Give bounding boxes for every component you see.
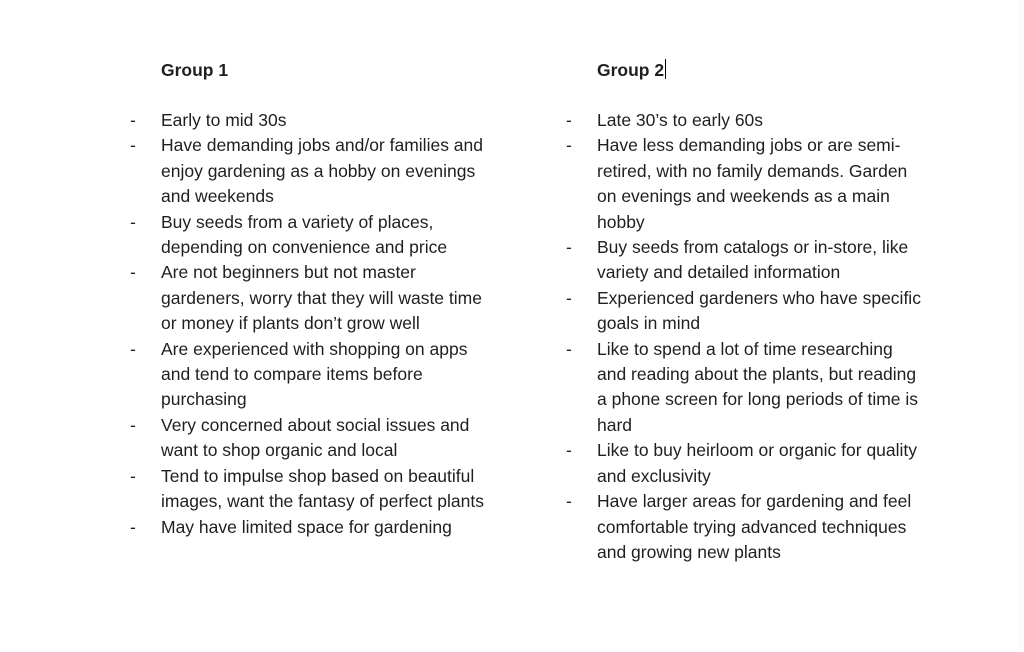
list-item[interactable]: [566, 235, 926, 286]
list-item-text: Early to mid 30s: [161, 110, 287, 130]
list-item[interactable]: [566, 337, 926, 439]
dash-bullet-icon: -: [130, 465, 136, 486]
list-item-text: May have limited space for gardening: [161, 516, 452, 537]
list-item-text: Very concerned about social issues and want to shop organic and local: [161, 414, 470, 461]
dash-bullet-icon: -: [130, 262, 136, 283]
list-item-text: Late 30’s to early 60s: [597, 110, 764, 130]
list-item[interactable]: [566, 108, 926, 133]
list-item-text: Tend to impulse shop based on beautiful images, want the fantasy of perfect plants: [161, 465, 484, 512]
list-item[interactable]: [566, 438, 926, 489]
dash-bullet-icon: -: [130, 338, 136, 359]
list-item[interactable]: [130, 210, 490, 261]
list-item[interactable]: [566, 286, 926, 337]
dash-bullet-icon: -: [130, 414, 136, 435]
dash-bullet-icon: -: [130, 211, 136, 232]
list-item[interactable]: [130, 413, 490, 464]
list-item[interactable]: [566, 489, 926, 565]
dash-bullet-icon: -: [566, 491, 572, 512]
group-2-title-text: Group 2: [597, 60, 665, 80]
list-item[interactable]: [130, 515, 490, 540]
list-item-text: Have larger areas for gardening and feel comfortable trying advanced techniques and growing new plants: [597, 491, 912, 562]
group-1-column: [130, 59, 490, 540]
dash-bullet-icon: -: [566, 135, 572, 156]
list-item[interactable]: [130, 260, 490, 336]
list-item-text: Buy seeds from a variety of places, depending on convenience and price: [161, 211, 448, 258]
list-item[interactable]: [130, 464, 490, 515]
list-item-text: Buy seeds from catalogs or in-store, like variety and detailed information: [597, 237, 909, 283]
list-item-text: Are not beginners but not master gardeners, worry that they will waste time or money if plants don’t grow well: [161, 262, 482, 334]
group-2-column: [566, 59, 926, 565]
dash-bullet-icon: -: [130, 135, 136, 156]
dash-bullet-icon: -: [566, 440, 572, 461]
list-item-text: Have demanding jobs and/or families and enjoy gardening as a hobby on evenings and weekends: [161, 135, 483, 207]
dash-bullet-icon: -: [566, 110, 572, 130]
list-item[interactable]: [130, 133, 490, 209]
list-item-text: Like to spend a lot of time researching and reading about the plants, but reading a phone screen for long periods of time is hard: [597, 338, 919, 435]
list-item-text: Have less demanding jobs or are semi-retired, with no family demands. Garden on evenings and weekends as a main hobby: [597, 135, 908, 232]
group-1-list: [130, 108, 490, 540]
dash-bullet-icon: -: [566, 237, 572, 258]
group-1-title-text: Group 1: [161, 60, 229, 80]
list-item-text: Are experienced with shopping on apps and tend to compare items before purchasing: [161, 338, 468, 410]
dash-bullet-icon: -: [130, 110, 136, 130]
group-1-title[interactable]: [161, 59, 228, 81]
list-item[interactable]: [130, 337, 490, 413]
dash-bullet-icon: -: [566, 287, 572, 308]
list-item-text: Like to buy heirloom or organic for quality and exclusivity: [597, 440, 918, 486]
dash-bullet-icon: -: [130, 516, 136, 537]
page-edge: [1018, 0, 1024, 652]
list-item[interactable]: [566, 133, 926, 235]
group-2-list: [566, 108, 926, 565]
text-cursor: [665, 59, 666, 79]
group-2-title[interactable]: [597, 59, 666, 81]
list-item-text: Experienced gardeners who have specific goals in mind: [597, 287, 921, 334]
list-item[interactable]: [130, 108, 490, 133]
dash-bullet-icon: -: [566, 338, 572, 359]
